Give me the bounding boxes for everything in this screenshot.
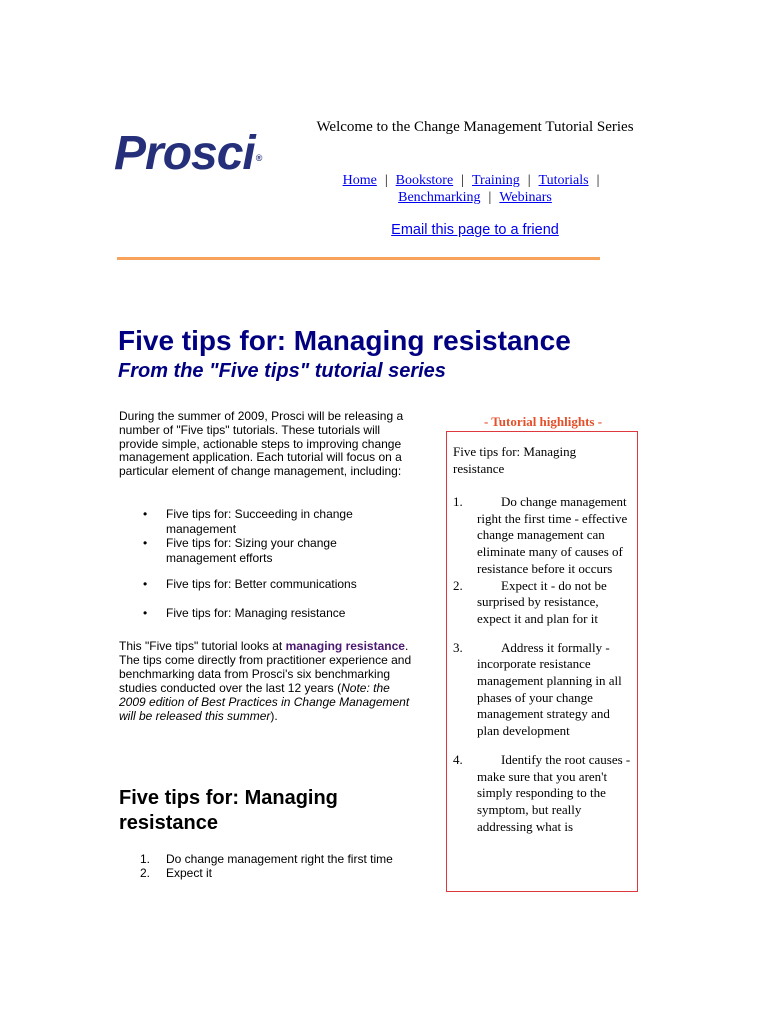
section-heading: Five tips for: Managing resistance [119,787,338,834]
nav-link-bookstore[interactable]: Bookstore [395,173,454,188]
highlight-text: Expect it - do not be surprised by resistance, expect it and plan for it [477,577,607,626]
highlight-item [453,640,635,740]
list-number: 1. [140,852,151,866]
welcome-heading: Welcome to the Change Management Tutorial Series [316,119,634,135]
list-item: • Five tips for: Sizing your change management efforts [140,536,410,565]
highlight-text: Do change management right the first time - effective change management can eliminate many of causes of resistance before it occurs [477,494,628,576]
list-item: • Five tips for: Managing resistance [140,606,410,621]
nav-links [300,172,650,206]
description-text: ). [270,709,278,723]
list-text: Do change management right the first time [166,852,393,866]
description-note: Note: the 2009 edition of Best Practices in Change Management will be released this summer [119,681,410,723]
highlight-number: 3. [453,639,463,655]
prosci-logo [114,126,260,182]
page-subtitle: From the "Five tips" tutorial series [118,360,446,382]
nav-separator: | [461,173,464,188]
nav-link-benchmarking[interactable]: Benchmarking [398,190,481,205]
highlights-box[interactable] [446,431,638,892]
nav-link-training[interactable]: Training [472,173,520,188]
list-text: Expect it [166,866,213,880]
highlight-item [453,494,635,578]
nav-separator: | [596,173,600,188]
nav-link-home[interactable]: Home [342,173,377,188]
list-number: 2. [140,866,151,880]
list-item: • Five tips for: Succeeding in change management [140,507,410,536]
nav-separator: | [527,173,531,188]
list-item [140,852,420,866]
tutorial-list [140,507,410,620]
email-page-link[interactable]: Email this page to a friend [391,222,559,238]
highlight-number: 1. [453,494,463,509]
nav-separator: | [384,173,388,188]
tutorial-description [119,639,413,723]
highlight-text: Address it formally - incorporate resistance management planning in all phases of your change management strategy and plan development [477,639,622,739]
description-text: This "Five tips" tutorial looks at [119,639,286,653]
logo-text: Prosci [114,127,255,180]
description-emphasis: managing resistance [285,639,405,653]
highlight-number: 2. [453,577,463,593]
description-text: . The tips come directly from practitioner experience and benchmarking data from Prosci's six benchmarking studies conducted over the last 12 years ( [119,639,412,695]
registered-mark: ® [255,153,262,163]
page-title: Five tips for: Managing resistance [118,325,571,356]
highlight-item [453,578,635,628]
highlight-text: Identify the root causes - make sure that you aren't simply responding to the symptom, but really addressing what is [477,751,631,834]
orange-divider [117,257,600,260]
list-item [140,866,420,880]
nav-link-webinars[interactable]: Webinars [499,190,552,205]
highlights-title: - Tutorial highlights - [483,414,603,429]
list-item: • Five tips for: Better communications [140,577,410,592]
nav-link-tutorials[interactable]: Tutorials [538,173,589,188]
highlights-intro: Five tips for: Managing resistance [453,444,577,476]
highlight-item [453,752,635,836]
nav-separator: | [488,190,492,205]
highlights-list [453,494,635,835]
tips-list [140,852,420,880]
intro-paragraph: During the summer of 2009, Prosci will be releasing a number of "Five tips" tutorials. These tutorials will provide simple, actionable steps to improving change management application. Each tutorial will focus on a particular element of change management, including: [119,409,404,479]
highlight-number: 4. [453,751,463,767]
